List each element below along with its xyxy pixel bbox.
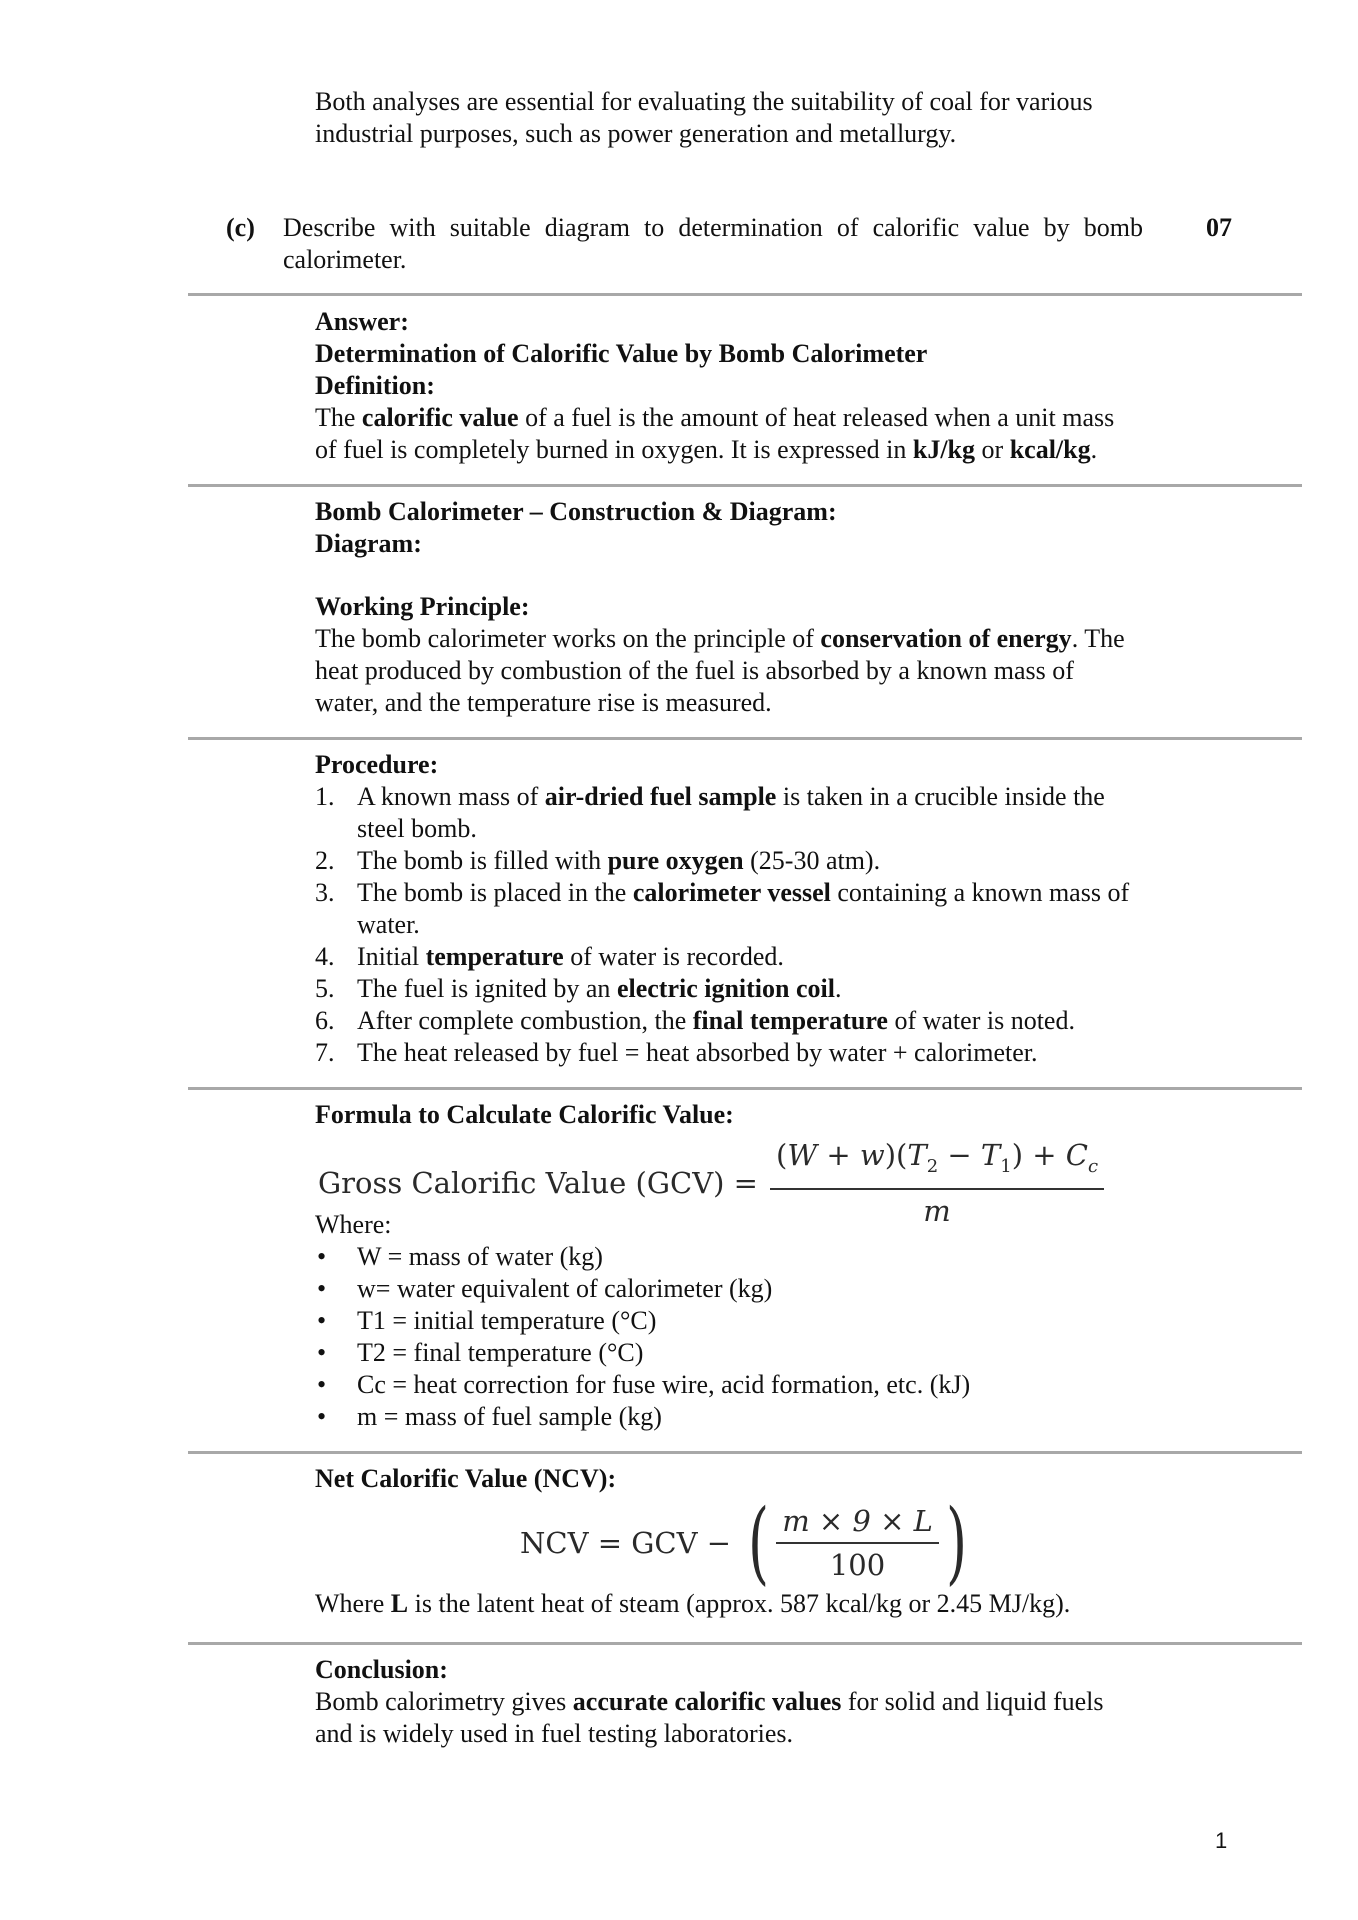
divider bbox=[188, 1087, 1302, 1090]
procedure-step: 5. The fuel is ignited by an electric ignition coil. bbox=[315, 974, 842, 1003]
principle-section bbox=[315, 591, 1175, 719]
where-section bbox=[315, 1209, 1215, 1433]
variable-item: • m = mass of fuel sample (kg) bbox=[317, 1402, 662, 1431]
gcv-denominator: m bbox=[923, 1193, 951, 1228]
variable-item: • T1 = initial temperature (°C) bbox=[317, 1306, 657, 1335]
ncv-heading: Net Calorific Value (NCV): bbox=[315, 1464, 617, 1493]
ncv-where: Where L is the latent heat of steam (approx. 587 kcal/kg or 2.45 MJ/kg). bbox=[315, 1589, 1071, 1618]
variable-item: • T2 = final temperature (°C) bbox=[317, 1338, 644, 1367]
ncv-denominator: 100 bbox=[829, 1548, 886, 1582]
variable-item: • W = mass of water (kg) bbox=[317, 1242, 603, 1271]
gcv-numerator: $(W + w)(T_2 - T_1) + C_c$ bbox=[770, 1138, 1104, 1190]
variable-item: • w= water equivalent of calorimeter (kg) bbox=[317, 1274, 773, 1303]
formula-heading: Formula to Calculate Calorific Value: bbox=[315, 1100, 734, 1129]
intro-paragraph bbox=[315, 86, 1175, 150]
conclusion-section bbox=[315, 1654, 1175, 1750]
ncv-numerator: m × 9 × L bbox=[776, 1504, 939, 1544]
procedure-step: 7. The heat released by fuel = heat absorbed by water + calorimeter. bbox=[315, 1038, 1038, 1067]
ncv-fraction bbox=[776, 1504, 939, 1582]
divider bbox=[188, 1642, 1302, 1645]
variable-item: • Cc = heat correction for fuse wire, acid formation, etc. (kJ) bbox=[317, 1370, 971, 1399]
gcv-lhs: Gross Calorific Value (GCV) = bbox=[318, 1165, 758, 1200]
procedure-step: 1. A known mass of air-dried fuel sample is taken in a crucible inside the steel bomb. bbox=[315, 782, 1105, 843]
principle-line: heat produced by combustion of the fuel is absorbed by a known mass of bbox=[315, 656, 1074, 685]
divider bbox=[188, 484, 1302, 487]
where-label: Where: bbox=[315, 1210, 392, 1239]
procedure-step: 3. The bomb is placed in the calorimeter vessel containing a known mass of water. bbox=[315, 878, 1130, 939]
answer-section bbox=[315, 306, 1175, 466]
principle-line: The bomb calorimeter works on the principle of conservation of energy. The bbox=[315, 624, 1125, 653]
left-paren: ( bbox=[748, 1490, 770, 1595]
ncv-lhs: NCV = GCV − bbox=[520, 1526, 732, 1560]
ncv-formula bbox=[520, 1490, 974, 1595]
procedure-list bbox=[315, 781, 1195, 1069]
page-number: 1 bbox=[1215, 1828, 1228, 1853]
question-text bbox=[283, 212, 1143, 276]
answer-heading: Answer: bbox=[315, 307, 409, 336]
conclusion-line: and is widely used in fuel testing laboratories. bbox=[315, 1719, 794, 1748]
question-line: Describe with suitable diagram to determination of calorific value by bomb bbox=[283, 213, 1143, 242]
right-paren: ) bbox=[945, 1490, 967, 1595]
procedure-step: 2. The bomb is filled with pure oxygen (25-30 atm). bbox=[315, 846, 881, 875]
formula-section bbox=[315, 1099, 1215, 1131]
procedure-step: 6. After complete combustion, the final temperature of water is noted. bbox=[315, 1006, 1075, 1035]
construction-heading: Bomb Calorimeter – Construction & Diagram: bbox=[315, 497, 837, 526]
divider bbox=[188, 1451, 1302, 1454]
definition-line: of fuel is completely burned in oxygen. It is expressed in kJ/kg or kcal/kg. bbox=[315, 435, 1098, 464]
principle-heading: Working Principle: bbox=[315, 592, 530, 621]
intro-line: industrial purposes, such as power generation and metallurgy. bbox=[315, 119, 957, 148]
question-marks: 07 bbox=[1206, 213, 1232, 242]
procedure-heading: Procedure: bbox=[315, 750, 439, 779]
question-line: calorimeter. bbox=[283, 245, 407, 274]
conclusion-heading: Conclusion: bbox=[315, 1655, 448, 1684]
construction-section bbox=[315, 496, 1175, 560]
divider bbox=[188, 737, 1302, 740]
question-label: (c) bbox=[226, 213, 255, 242]
intro-line: Both analyses are essential for evaluating the suitability of coal for various bbox=[315, 87, 1093, 116]
diagram-heading: Diagram: bbox=[315, 529, 422, 558]
definition-heading: Definition: bbox=[315, 371, 435, 400]
procedure-section bbox=[315, 749, 1195, 1069]
ncv-section bbox=[315, 1463, 1175, 1495]
principle-line: water, and the temperature rise is measured. bbox=[315, 688, 772, 717]
divider bbox=[188, 293, 1302, 296]
conclusion-line: Bomb calorimetry gives accurate calorific values for solid and liquid fuels bbox=[315, 1687, 1104, 1716]
definition-line: The calorific value of a fuel is the amount of heat released when a unit mass bbox=[315, 403, 1115, 432]
answer-title: Determination of Calorific Value by Bomb Calorimeter bbox=[315, 339, 928, 368]
variable-list bbox=[315, 1241, 1215, 1433]
procedure-step: 4. Initial temperature of water is recorded. bbox=[315, 942, 784, 971]
